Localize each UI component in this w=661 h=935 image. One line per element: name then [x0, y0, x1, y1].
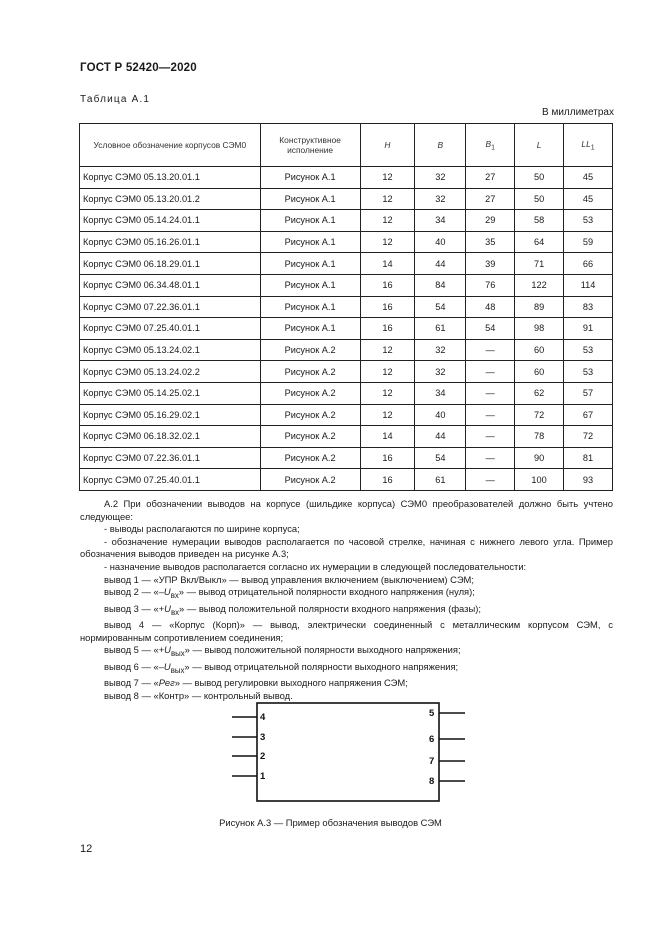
pin-desc-3: вывод 3 — «$+U_{вх}$» — вывод положительной полярности входного напряжения (фазы);	[104, 602, 481, 617]
cell-h: 12	[360, 210, 415, 232]
cell-h: 12	[360, 188, 415, 210]
cell-design: Рисунок А.1	[260, 231, 360, 253]
cell-l: 62	[515, 382, 564, 404]
cell-l: 50	[515, 188, 564, 210]
cell-name: Корпус СЭМ0 05.13.20.01.2	[80, 188, 261, 210]
cell-l: 71	[515, 253, 564, 275]
cell-h: 12	[360, 361, 415, 383]
pin-label-right: 7	[429, 756, 435, 767]
table-row	[80, 167, 613, 189]
cell-b1: 27	[466, 188, 515, 210]
pin-label-left: 3	[260, 732, 266, 743]
pin-desc-5: вывод 5 — «$+U_{вых}$» — вывод положительной полярности выходного напряжения;	[104, 644, 461, 659]
cell-b: 40	[415, 404, 466, 426]
cell-design: Рисунок А.1	[260, 318, 360, 340]
cell-ll1: 53	[564, 339, 613, 361]
cell-b: 32	[415, 361, 466, 383]
cell-b1: 54	[466, 318, 515, 340]
col-header-ll1: $LL_1$	[564, 124, 613, 167]
cell-l: 64	[515, 231, 564, 253]
cell-design: Рисунок А.2	[260, 426, 360, 448]
table-body	[80, 167, 613, 491]
cell-h: 12	[360, 167, 415, 189]
cell-b1: —	[466, 361, 515, 383]
cell-l: 60	[515, 339, 564, 361]
cell-h: 16	[360, 469, 415, 491]
dimensions-table	[79, 123, 613, 491]
cell-ll1: 93	[564, 469, 613, 491]
cell-h: 16	[360, 447, 415, 469]
body-text	[80, 498, 613, 702]
pinout-diagram	[232, 695, 468, 813]
cell-b: 54	[415, 447, 466, 469]
cell-h: 14	[360, 253, 415, 275]
cell-name: Корпус СЭМ0 05.14.25.02.1	[80, 382, 261, 404]
cell-name: Корпус СЭМ0 06.18.32.02.1	[80, 426, 261, 448]
cell-ll1: 53	[564, 210, 613, 232]
col-header-designation: Условное обозначение корпусов СЭМ0	[80, 124, 261, 167]
cell-b1: 35	[466, 231, 515, 253]
cell-ll1: 83	[564, 296, 613, 318]
cell-b: 61	[415, 469, 466, 491]
cell-name: Корпус СЭМ0 07.25.40.01.1	[80, 469, 261, 491]
col-header-l: L	[515, 124, 564, 167]
cell-name: Корпус СЭМ0 06.34.48.01.1	[80, 274, 261, 296]
cell-h: 12	[360, 339, 415, 361]
cell-l: 100	[515, 469, 564, 491]
table-row	[80, 210, 613, 232]
table-row	[80, 447, 613, 469]
cell-h: 14	[360, 426, 415, 448]
cell-ll1: 53	[564, 361, 613, 383]
cell-design: Рисунок А.1	[260, 274, 360, 296]
pin-desc-7: вывод 7 — «Рег» — вывод регулировки выходного напряжения СЭМ;	[104, 677, 408, 689]
cell-design: Рисунок А.1	[260, 253, 360, 275]
table-row	[80, 469, 613, 491]
cell-b1: —	[466, 339, 515, 361]
cell-b: 32	[415, 167, 466, 189]
cell-ll1: 81	[564, 447, 613, 469]
pin-label-right: 5	[429, 708, 435, 719]
table-row	[80, 404, 613, 426]
cell-l: 78	[515, 426, 564, 448]
cell-l: 58	[515, 210, 564, 232]
table-units: В миллиметрах	[542, 107, 614, 118]
cell-b1: —	[466, 426, 515, 448]
cell-name: Корпус СЭМ0 07.22.36.01.1	[80, 296, 261, 318]
cell-name: Корпус СЭМ0 07.25.40.01.1	[80, 318, 261, 340]
cell-design: Рисунок А.1	[260, 167, 360, 189]
cell-b: 32	[415, 188, 466, 210]
col-header-h: H	[360, 124, 415, 167]
cell-h: 16	[360, 296, 415, 318]
cell-b1: 76	[466, 274, 515, 296]
figure-caption: Рисунок А.3 — Пример обозначения выводов СЭМ	[219, 817, 442, 828]
paragraph-item: - обозначение нумерации выводов располагается по часовой стрелке, начиная с нижнего левого угла. Пример обозначения выводов приведен на рисунке А.3;	[80, 535, 613, 560]
cell-h: 16	[360, 318, 415, 340]
cell-b: 40	[415, 231, 466, 253]
cell-design: Рисунок А.1	[260, 296, 360, 318]
cell-l: 89	[515, 296, 564, 318]
cell-l: 122	[515, 274, 564, 296]
pin-desc-8: вывод 8 — «Контр» — контрольный вывод.	[104, 689, 293, 701]
cell-design: Рисунок А.1	[260, 210, 360, 232]
paragraph-item: - выводы располагаются по ширине корпуса;	[104, 523, 300, 535]
cell-name: Корпус СЭМ0 05.13.20.01.1	[80, 167, 261, 189]
cell-b: 34	[415, 382, 466, 404]
pin-desc-4: вывод 4 — «Корпус (Корп)» — вывод, электрически соединенный с металлическим корпусом СЭМ, с нормированным сопротивлением соединения;	[80, 619, 613, 643]
cell-h: 12	[360, 231, 415, 253]
table-row	[80, 361, 613, 383]
cell-name: Корпус СЭМ0 05.13.24.02.1	[80, 339, 261, 361]
document-header: ГОСТ Р 52420—2020	[80, 62, 197, 74]
cell-b: 44	[415, 426, 466, 448]
module-body	[257, 703, 439, 801]
pin-label-left: 4	[260, 712, 266, 723]
cell-design: Рисунок А.2	[260, 447, 360, 469]
cell-b: 61	[415, 318, 466, 340]
cell-design: Рисунок А.2	[260, 404, 360, 426]
cell-l: 72	[515, 404, 564, 426]
table-row	[80, 274, 613, 296]
cell-name: Корпус СЭМ0 07.22.36.01.1	[80, 447, 261, 469]
cell-ll1: 66	[564, 253, 613, 275]
table-row	[80, 339, 613, 361]
cell-ll1: 67	[564, 404, 613, 426]
col-header-b1: $B_1$	[466, 124, 515, 167]
pin-desc-2: вывод 2 — «$-U_{вх}$» — вывод отрицательной полярности входного напряжения (нуля);	[104, 586, 475, 601]
table-row	[80, 188, 613, 210]
table-row	[80, 253, 613, 275]
cell-name: Корпус СЭМ0 05.13.24.02.2	[80, 361, 261, 383]
table-row	[80, 231, 613, 253]
cell-b: 44	[415, 253, 466, 275]
cell-b1: 48	[466, 296, 515, 318]
cell-b1: —	[466, 447, 515, 469]
cell-b1: —	[466, 382, 515, 404]
cell-b: 84	[415, 274, 466, 296]
cell-design: Рисунок А.2	[260, 339, 360, 361]
table-row	[80, 318, 613, 340]
cell-b1: 29	[466, 210, 515, 232]
table-header-row	[80, 124, 613, 167]
cell-b1: —	[466, 469, 515, 491]
cell-name: Корпус СЭМ0 05.16.26.01.1	[80, 231, 261, 253]
cell-b1: 27	[466, 167, 515, 189]
col-header-b: B	[415, 124, 466, 167]
pin-desc-1: вывод 1 — «УПР Вкл/Выкл» — вывод управления включением (выключением) СЭМ;	[104, 573, 474, 585]
cell-l: 50	[515, 167, 564, 189]
cell-design: Рисунок А.2	[260, 469, 360, 491]
cell-b: 34	[415, 210, 466, 232]
cell-ll1: 45	[564, 167, 613, 189]
pin-label-right: 8	[429, 776, 435, 787]
cell-ll1: 59	[564, 231, 613, 253]
cell-b1: —	[466, 404, 515, 426]
cell-b: 32	[415, 339, 466, 361]
cell-name: Корпус СЭМ0 06.18.29.01.1	[80, 253, 261, 275]
table-row	[80, 426, 613, 448]
pin-desc-6: вывод 6 — «$-U_{вых}$» — вывод отрицательной полярности выходного напряжения;	[104, 660, 459, 675]
table-row	[80, 382, 613, 404]
cell-name: Корпус СЭМ0 05.16.29.02.1	[80, 404, 261, 426]
paragraph-a2: А.2 При обозначении выводов на корпусе (шильдике корпуса) СЭМ0 преобразователей должно быть учтено следующее:	[80, 498, 613, 522]
cell-b1: 39	[466, 253, 515, 275]
cell-design: Рисунок А.2	[260, 361, 360, 383]
cell-l: 60	[515, 361, 564, 383]
cell-ll1: 57	[564, 382, 613, 404]
col-header-design: Конструктивное исполнение	[260, 124, 360, 167]
cell-h: 12	[360, 382, 415, 404]
cell-ll1: 91	[564, 318, 613, 340]
cell-ll1: 72	[564, 426, 613, 448]
cell-ll1: 114	[564, 274, 613, 296]
cell-b: 54	[415, 296, 466, 318]
table-row	[80, 296, 613, 318]
table-caption: Таблица А.1	[80, 94, 151, 105]
paragraph-item: - назначение выводов располагается согласно их нумерации в следующей последовательности:	[104, 560, 527, 572]
cell-design: Рисунок А.2	[260, 382, 360, 404]
pin-label-left: 1	[260, 771, 266, 782]
cell-h: 12	[360, 404, 415, 426]
pin-label-left: 2	[260, 751, 266, 762]
cell-ll1: 45	[564, 188, 613, 210]
cell-l: 98	[515, 318, 564, 340]
cell-name: Корпус СЭМ0 05.14.24.01.1	[80, 210, 261, 232]
pin-label-right: 6	[429, 734, 435, 745]
page-number: 12	[80, 843, 93, 855]
cell-h: 16	[360, 274, 415, 296]
cell-l: 90	[515, 447, 564, 469]
cell-design: Рисунок А.1	[260, 188, 360, 210]
